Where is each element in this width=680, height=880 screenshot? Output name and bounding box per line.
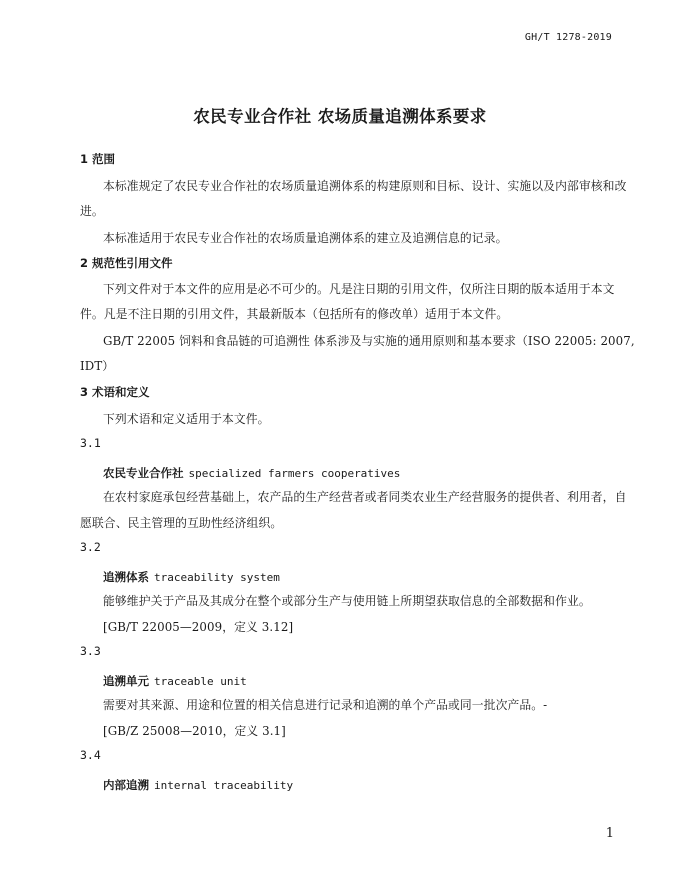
section-3-heading: 3 术语和定义 [80, 385, 150, 399]
section-2-paragraph-line-1: 下列文件对于本文件的应用是必不可少的。凡是注日期的引用文件，仅所注日期的版本适用于本文 [103, 282, 615, 296]
normative-reference-line-2: IDT） [80, 359, 115, 373]
term-3-4-zh: 内部追溯 [103, 778, 149, 792]
section-1-paragraph-1-line-1: 本标准规定了农民专业合作社的农场质量追溯体系的构建原则和目标、设计、实施以及内部审核和改 [103, 179, 627, 193]
section-2-heading: 2 规范性引用文件 [80, 256, 173, 270]
term-3-2-source: [GB/T 22005—2009，定义 3.12] [103, 620, 294, 634]
term-3-3-zh: 追溯单元 [103, 674, 149, 688]
section-3-intro: 下列术语和定义适用于本文件。 [103, 412, 270, 426]
section-2-paragraph-line-2: 件。凡是不注日期的引用文件，其最新版本（包括所有的修改单）适用于本文件。 [80, 307, 509, 321]
term-3-4-number: 3.4 [80, 748, 101, 762]
term-3-3-title [103, 670, 247, 689]
term-3-1-zh: 农民专业合作社 [103, 466, 184, 480]
term-3-1-en: specialized farmers cooperatives [188, 467, 401, 480]
term-3-1-title [103, 462, 400, 481]
term-3-1-definition-line-1: 在农村家庭承包经营基础上，农产品的生产经营者或者同类农业生产经营服务的提供者、利用者，自 [103, 490, 627, 504]
section-1-paragraph-1-line-2: 进。 [80, 204, 104, 218]
normative-reference-line-1: GB/T 22005 饲料和食品链的可追溯性 体系涉及与实施的通用原则和基本要求（ISO 22005: 2007, [103, 334, 635, 348]
section-1-heading: 1 范围 [80, 152, 116, 166]
term-3-1-definition-line-2: 愿联合、民主管理的互助性经济组织。 [80, 516, 283, 530]
term-3-2-title [103, 566, 280, 585]
page-number: 1 [605, 826, 614, 841]
standard-code: GH/T 1278-2019 [524, 32, 612, 43]
term-3-2-number: 3.2 [80, 540, 101, 554]
term-3-3-number: 3.3 [80, 644, 101, 658]
term-3-2-zh: 追溯体系 [103, 570, 149, 584]
term-3-2-definition: 能够维护关于产品及其成分在整个或部分生产与使用链上所期望获取信息的全部数据和作业。 [103, 594, 591, 608]
term-3-3-source: [GB/Z 25008—2010，定义 3.1] [103, 724, 286, 738]
section-1-paragraph-2: 本标准适用于农民专业合作社的农场质量追溯体系的建立及追溯信息的记录。 [103, 231, 508, 245]
term-3-2-en: traceability system [154, 571, 280, 584]
term-3-1-number: 3.1 [80, 436, 101, 450]
term-3-3-definition: 需要对其来源、用途和位置的相关信息进行记录和追溯的单个产品或同一批次产品。- [103, 698, 548, 712]
term-3-4-en: internal traceability [154, 779, 294, 792]
term-3-4-title [103, 774, 293, 793]
term-3-3-en: traceable unit [154, 675, 247, 688]
document-title: 农民专业合作社 农场质量追溯体系要求 [193, 107, 487, 126]
